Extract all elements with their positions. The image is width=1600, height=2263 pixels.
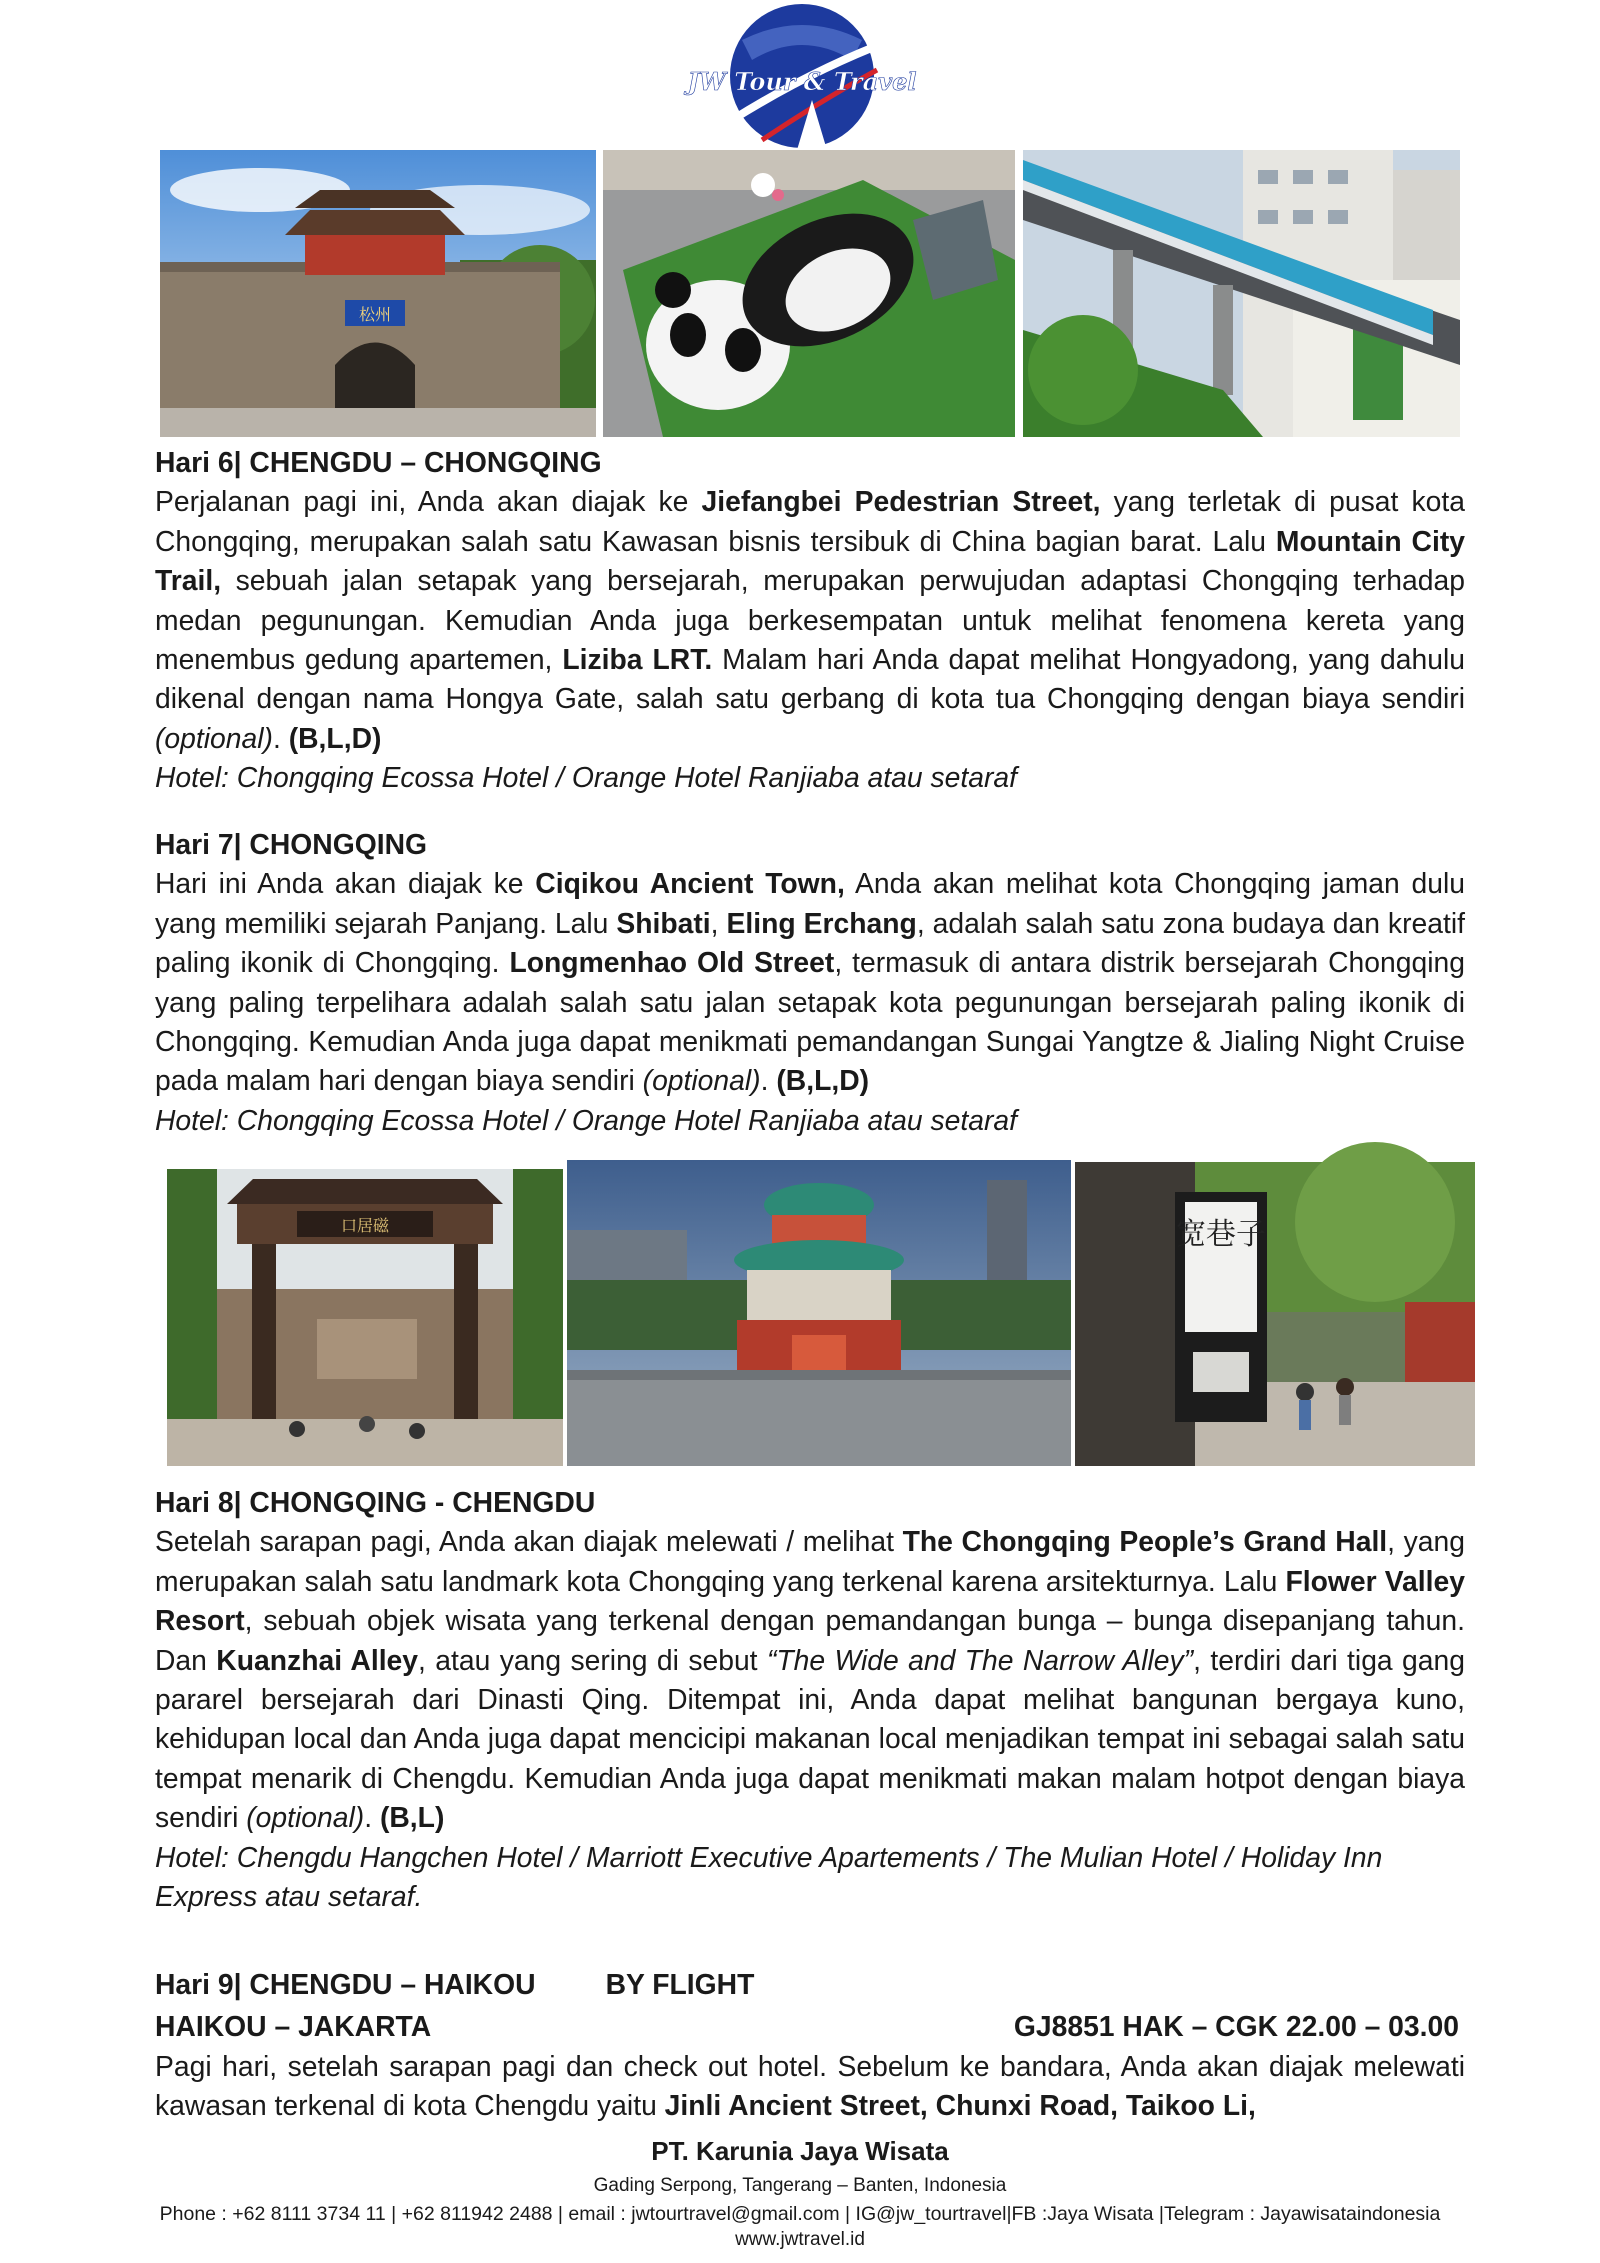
day-7-section — [155, 825, 1465, 1140]
photo-liziba-lrt — [1023, 150, 1460, 437]
footer-address: Gading Serpong, Tangerang – Banten, Indonesia — [593, 2175, 1007, 2196]
day-7-hotel: Hotel: Chongqing Ecossa Hotel / Orange Hotel Ranjiaba atau setaraf — [155, 1103, 1017, 1136]
highlight-liziba-lrt: Liziba LRT. — [562, 643, 713, 676]
highlight-ciqikou: Ciqikou Ancient Town, — [535, 867, 845, 900]
svg-text:口居磁: 口居磁 — [340, 1216, 390, 1235]
svg-text:松州: 松州 — [358, 305, 392, 324]
day-9-section — [155, 1963, 1465, 2126]
day-9-flight-info: GJ8851 HAK – CGK 22.00 – 03.00 — [1013, 2010, 1459, 2042]
day-6-section — [155, 443, 1465, 798]
day-7-description: Hari ini Anda akan diajak ke Ciqikou Ancient Town, Anda akan melihat kota Chongqing jaman dulu yang memiliki sejarah Panjang. Lalu Shibati, Eling Erchang, adalah salah satu zona budaya dan kreatif paling ikonik di Chongqing. Longmenhao Old Street, termasuk di antara distrik bersejarah Chongqing yang paling terpelihara adalah salah satu jalan setapak kota pegunungan bersejarah paling ikonik di Chongqing. Kemudian Anda juga dapat menikmati pemandangan Sungai Yangtze & Jialing Night Cruise pada malam hari dengan biaya sendiri (optional). (B,L,D) — [155, 867, 1466, 1097]
day-7-meals: (B,L,D) — [776, 1064, 870, 1097]
footer-company: PT. Karunia Jaya Wisata — [651, 2136, 949, 2166]
jw-travel-logo — [687, 0, 917, 156]
svg-text:宽巷子: 宽巷子 — [1176, 1217, 1266, 1252]
highlight-jinli-chunxi-taikoo: Jinli Ancient Street, Chunxi Road, Taikoo Li, — [664, 2089, 1256, 2122]
day-9-title: Hari 9| CHENGDU – HAIKOU — [155, 1968, 536, 2000]
highlight-flower-valley: Flower Valley Resort — [155, 1564, 1465, 1637]
highlight-jiefangbei: Jiefangbei Pedestrian Street, — [701, 485, 1101, 518]
day-6-description: Perjalanan pagi ini, Anda akan diajak ke Jiefangbei Pedestrian Street, yang terletak di pusat kota Chongqing, merupakan salah satu Kawasan bisnis tersibuk di China bagian barat. Lalu Mountain City Trail, sebuah jalan setapak yang bersejarah, merupakan perwujudan adaptasi Chongqing terhadap medan pegunungan. Kemudian Anda juga berkesempatan untuk melihat fenomena kereta yang menembus gedung apartemen, Liziba LRT. Malam hari Anda dapat melihat Hongyadong, yang dahulu dikenal dengan nama Hongya Gate, salah satu gerbang di kota tua Chongqing dengan biaya sendiri (optional). (B,L,D) — [155, 485, 1466, 754]
highlight-eling-erchang: Eling Erchang — [726, 906, 917, 939]
highlight-mountain-city-trail: Mountain City Trail, — [155, 524, 1465, 597]
svg-text:JW Tour & Travel: JW Tour & Travel — [687, 67, 917, 96]
day-6-title: Hari 6| CHENGDU – CHONGQING — [155, 446, 602, 478]
day-8-hotel: Hotel: Chengdu Hangchen Hotel / Marriott Executive Apartements / The Mulian Hotel / Holiday Inn Express atau setaraf. — [155, 1840, 1383, 1913]
day-9-flight-note: BY FLIGHT — [605, 1968, 755, 2000]
day-6-meals: (B,L,D) — [288, 721, 382, 754]
photo-ciqikou-archway — [167, 1169, 563, 1466]
footer-contact: Phone : +62 8111 3734 11 | +62 811942 2488 | email : jwtourtravel@gmail.com | IG@jw_tourtravel|FB :Jaya Wisata |Telegram : Jayawisataindonesia — [159, 2203, 1441, 2225]
highlight-grand-hall: The Chongqing People’s Grand Hall — [902, 1525, 1388, 1558]
day-8-description: Setelah sarapan pagi, Anda akan diajak melewati / melihat The Chongqing People’s Grand Hall, yang merupakan salah satu landmark kota Chongqing yang terkenal karena arsitekturnya. Lalu Flower Valley Resort, sebuah objek wisata yang terkenal dengan pemandangan bunga – bunga disepanjang tahun. Dan Kuanzhai Alley, atau yang sering di sebut “The Wide and The Narrow Alley”, terdiri dari tiga gang pararel bersejarah dari Dinasti Qing. Ditempat ini, Anda dapat melihat bangunan bergaya kuno, kehidupan local dan Anda juga dapat mencicipi makanan local menjadikan tempat ini sebagai salah satu tempat menarik di Chengdu. Kemudian Anda juga dapat menikmati makan malam hotpot dengan biaya sendiri (optional). (B,L) — [155, 1525, 1465, 1834]
highlight-longmenhao: Longmenhao Old Street — [509, 946, 835, 979]
day-8-title: Hari 8| CHONGQING - CHENGDU — [155, 1486, 596, 1518]
highlight-shibati: Shibati — [616, 906, 711, 939]
day-8-section — [155, 1483, 1465, 1916]
day-6-hotel: Hotel: Chongqing Ecossa Hotel / Orange Hotel Ranjiaba atau setaraf — [155, 761, 1017, 794]
photo-peoples-grand-hall — [567, 1160, 1071, 1466]
photo-kuanzhai-alley — [1075, 1162, 1475, 1466]
footer-website[interactable]: www.jwtravel.id — [735, 2229, 865, 2250]
photo-songzhou-gate — [160, 150, 596, 437]
day-7-title: Hari 7| CHONGQING — [155, 828, 428, 860]
day-9-description: Pagi hari, setelah sarapan pagi dan check out hotel. Sebelum ke bandara, Anda akan diajak melewati kawasan terkenal di kota Chengdu yaitu Jinli Ancient Street, Chunxi Road, Taikoo Li, — [155, 2050, 1465, 2122]
photo-panda-sculpture — [603, 150, 1015, 437]
day-9-route: HAIKOU – JAKARTA — [155, 2010, 432, 2042]
highlight-kuanzhai: Kuanzhai Alley — [216, 1643, 419, 1676]
day-8-meals: (B,L) — [379, 1801, 445, 1834]
